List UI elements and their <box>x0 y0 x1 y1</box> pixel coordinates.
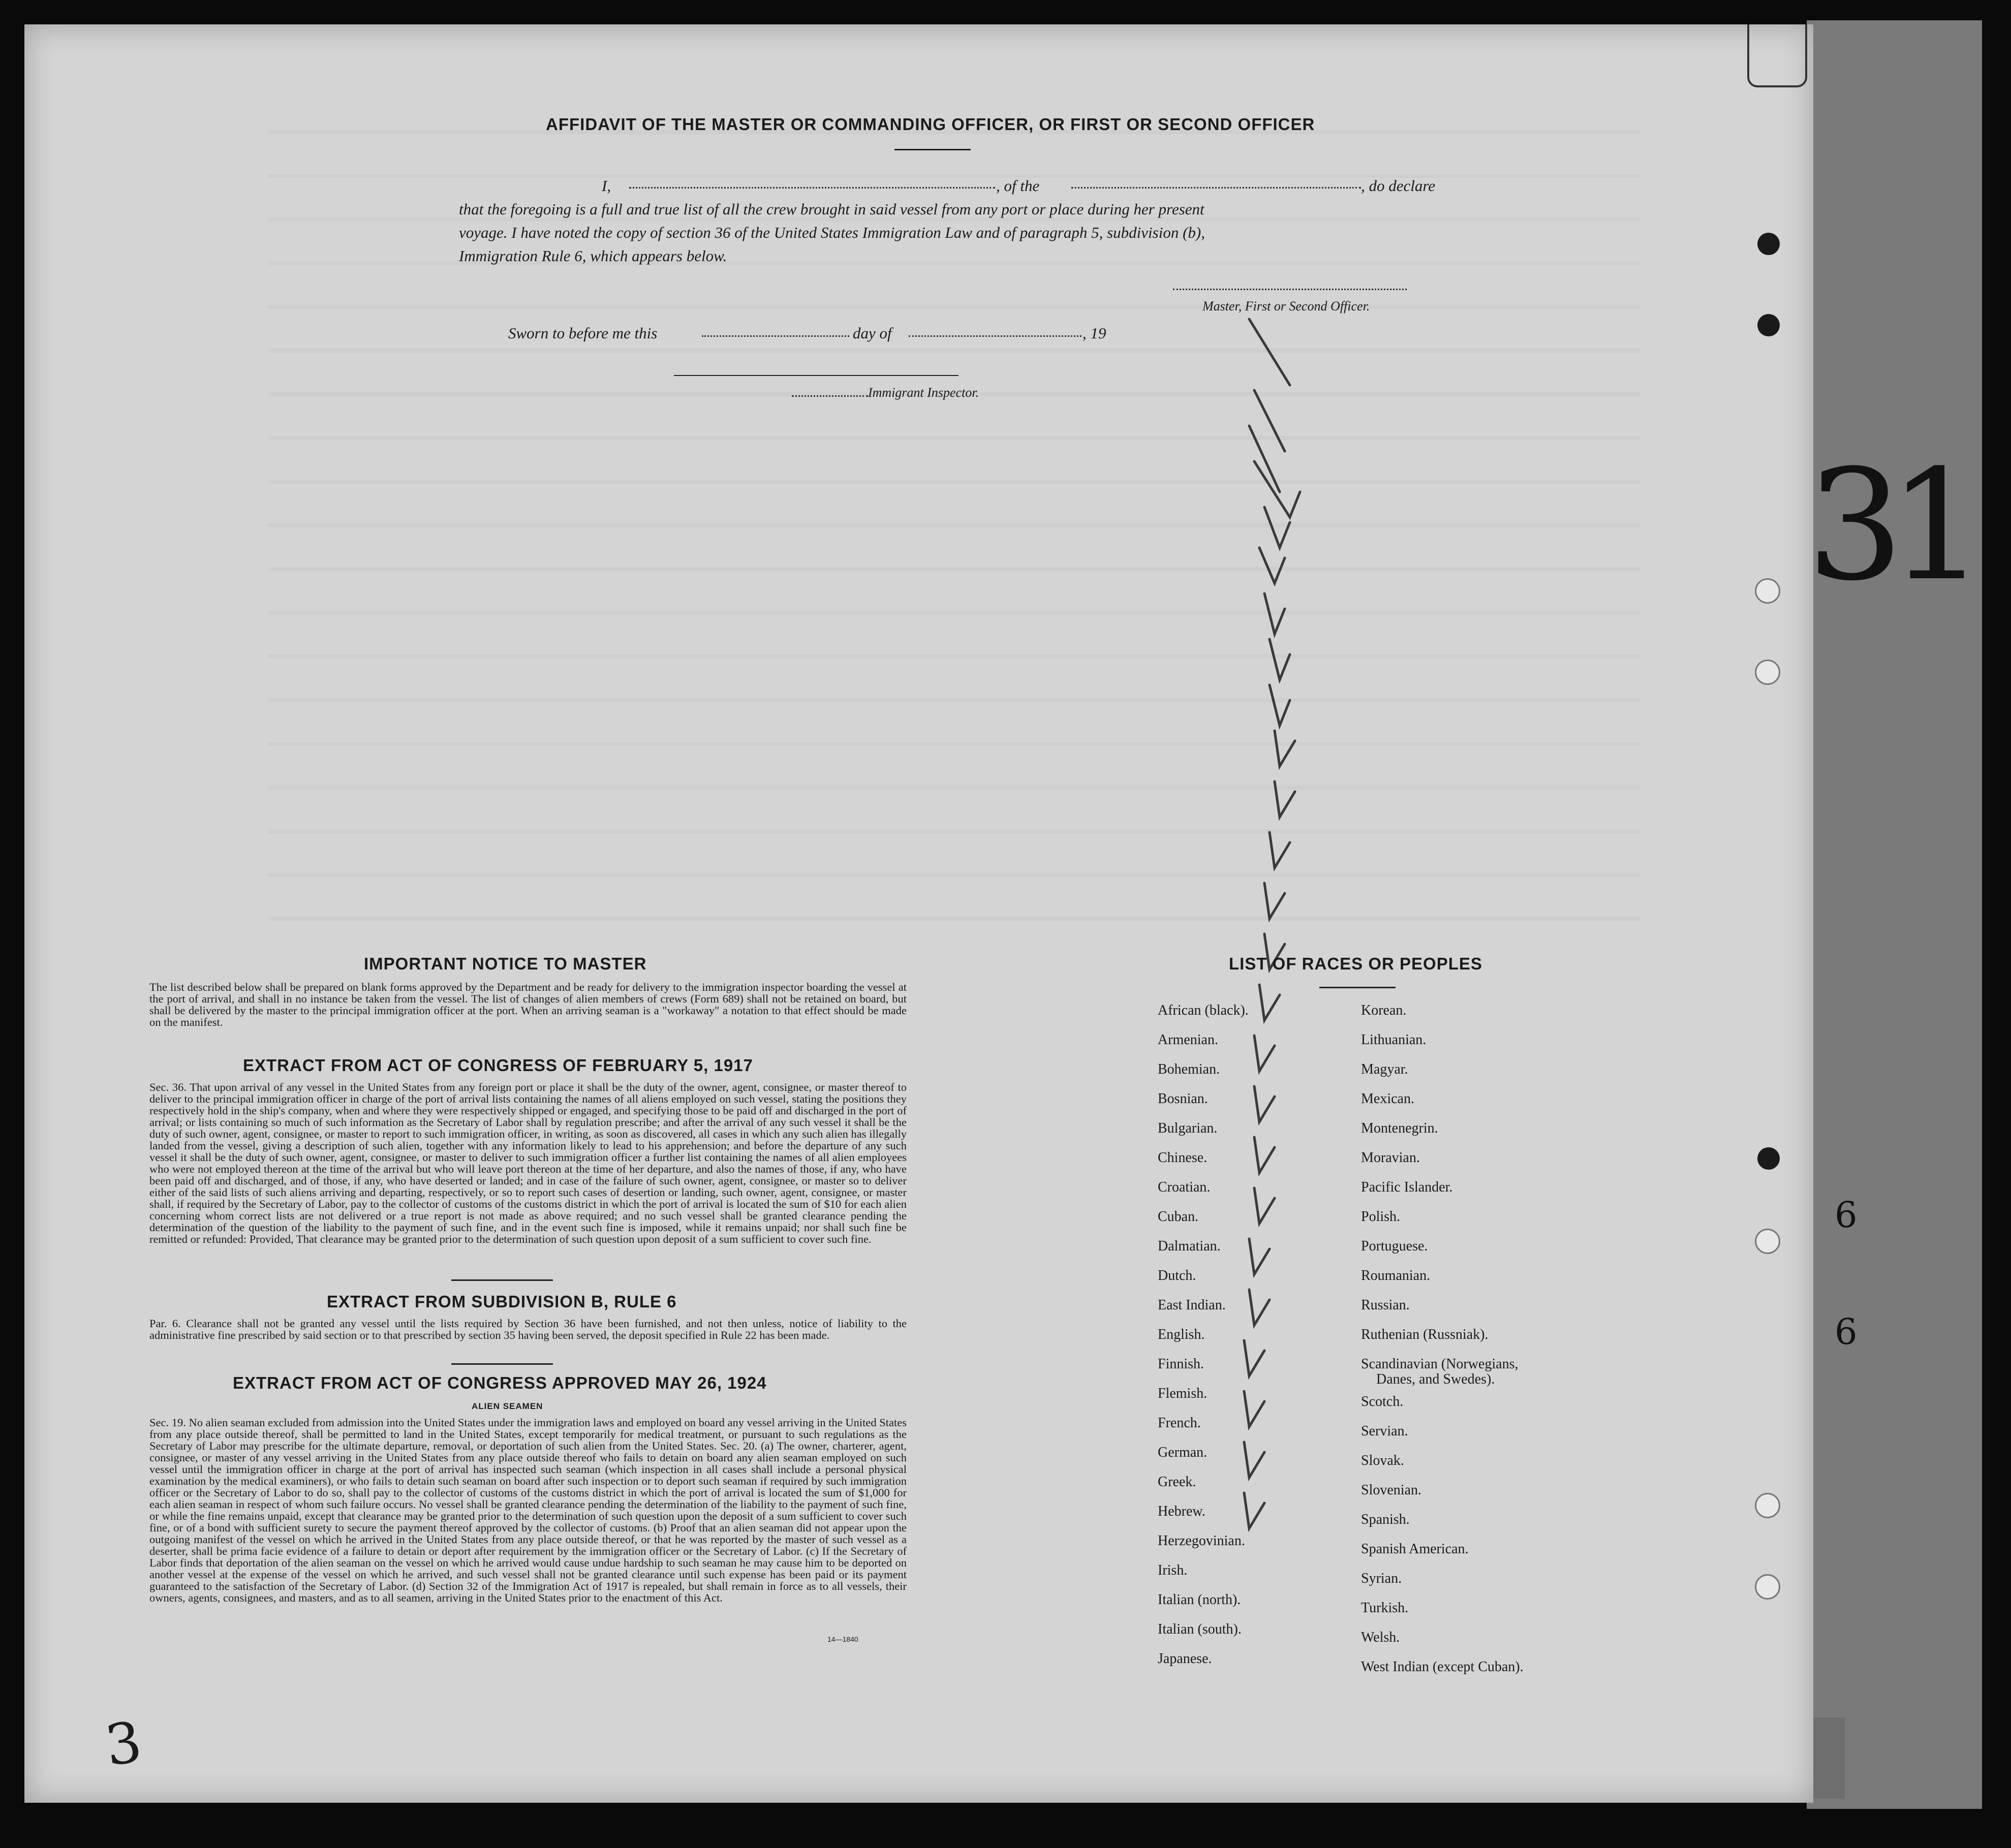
race-item: African (black). <box>1158 1003 1249 1018</box>
race-item: West Indian (except Cuban). <box>1361 1659 1524 1675</box>
day-of-label: day of <box>853 324 892 342</box>
handwritten-page-number: 3 <box>101 1709 146 1779</box>
binder-hole <box>1755 1574 1780 1600</box>
race-item: Welsh. <box>1361 1630 1400 1645</box>
notice-title: IMPORTANT NOTICE TO MASTER <box>364 954 647 973</box>
race-item: Flemish. <box>1158 1386 1208 1401</box>
race-item: Polish. <box>1361 1209 1401 1225</box>
race-item: Montenegrin. <box>1361 1120 1438 1136</box>
race-item: Italian (south). <box>1158 1621 1242 1637</box>
sworn-day-blank <box>702 335 849 337</box>
binder-hole <box>1757 233 1780 255</box>
race-item: Scandinavian (Norwegians, <box>1361 1356 1519 1372</box>
race-item: Dutch. <box>1158 1268 1196 1283</box>
race-item: Armenian. <box>1158 1032 1218 1048</box>
race-item: Magyar. <box>1361 1061 1408 1077</box>
race-item: Mexican. <box>1361 1091 1414 1107</box>
name-blank <box>629 187 995 189</box>
handwritten-big-number: 31 <box>1807 437 1970 614</box>
inspector-label: Immigrant Inspector. <box>868 385 979 400</box>
race-item: Servian. <box>1361 1423 1408 1439</box>
sworn-label: Sworn to before me this <box>508 324 658 342</box>
races-left-column <box>1158 1003 1249 1680</box>
race-item: Slovenian. <box>1361 1482 1421 1498</box>
race-item: Italian (north). <box>1158 1592 1241 1608</box>
handwritten-margin-mark-b: 6 <box>1835 1311 1858 1353</box>
extract-1924-body: Sec. 19. No alien seaman excluded from admission into the United States under the immigration laws and employed on board any vessel arriving in the United States from any place outside thereof, shall be permitted to land in the United States, except temporarily for medical treatment, or pursuant to such regulations as the Secretary of Labor may prescribe for the ultimate departure, removal, or deportation of such alien from the United States. Sec. 20. (a) The owner, charterer, agent, consignee, or master of any vessel arriving in the United States from any place outside thereof who fails to detain on board any alien seaman employed on such vessel until the immigration officer in charge at the port of arrival has inspected such seaman (which inspection in all cases shall include a personal physical examination by the medical examiners), or who fails to detain such seaman on board after such inspection or to deport such seaman if required by such immigration officer or the Secretary of Labor to do so, shall pay to the collector of customs of the customs district in which the port of arrival is located the sum of $1,000 for each alien seaman in respect of whom such failure occurs. No vessel shall be granted clearance pending the determination of the liability to the payment of such fine, or while the fine remains unpaid, except that clearance may be granted prior to the determination of such question upon the deposit of a sum sufficient to cover such fine, or of a bond with sufficient surety to secure the payment thereof approved by the collector of customs. (b) Proof that an alien seaman did not appear upon the outgoing manifest of the vessel on which he arrived in the United States from any place outside thereof, or that he was reported by the master of such vessel as a deserter, shall be prima facie evidence of a failure to detain or deport after requirement by the immigration officer or the Secretary of Labor. (c) If the Secretary of Labor finds that deportation of the alien seaman on the vessel on which he arrived would cause undue hardship to such seaman he may cause him to be deported on another vessel at the expense of the vessel on which he arrived, and such vessel shall not be granted clearance until such expense has been paid or its payment guaranteed to the satisfaction of the Secretary of Labor. (d) Section 32 of the Immigration Act of 1917 is repealed, but shall remain in force as to all vessels, their owners, agents, consignees, and masters, and as to all seamen, arriving in the United States prior to the enactment of this Act. <box>149 1416 907 1604</box>
section-divider-1 <box>451 1279 553 1281</box>
races-title-rule <box>1319 987 1396 988</box>
binder-hole <box>1757 314 1780 336</box>
form-number: 14—1840 <box>827 1635 858 1643</box>
race-item: Finnish. <box>1158 1356 1204 1372</box>
race-item: Hebrew. <box>1158 1504 1205 1519</box>
rule6-body: Par. 6. Clearance shall not be granted any vessel until the lists required by Section 36 have been furnished, and not then unless, notice of liability to the administrative fine prescribed by said section or to that prescribed by section 35 having been served, the deposit specified in Rule 22 has been made. <box>149 1317 907 1341</box>
declaration-line-3: voyage. I have noted the copy of section 36 of the United States Immigration Law and of paragraph 5, subdivision (b), <box>459 224 1205 241</box>
race-item: Moravian. <box>1361 1150 1420 1166</box>
race-item: Spanish American. <box>1361 1541 1469 1557</box>
race-item: Ruthenian (Russniak). <box>1361 1327 1489 1342</box>
handwritten-margin-mark-a: 6 <box>1835 1194 1858 1236</box>
race-item: Russian. <box>1361 1297 1410 1313</box>
inspector-signature-line <box>674 375 958 376</box>
races-right-column <box>1361 1003 1524 1688</box>
race-item: English. <box>1158 1327 1205 1342</box>
extract-1917-body: Sec. 36. That upon arrival of any vessel in the United States from any foreign port or place it shall be the duty of the owner, agent, consignee, or master thereof to deliver to the principal immigration officer in charge of the port of arrival lists containing the names of all aliens employed on such vessel, stating the positions they respectively hold in the ship's company, when and where they were respectively shipped or engaged, and specifying those to be paid off and discharged in the port of arrival; or lists containing so much of such information as the Secretary of Labor shall by regulation prescribe; and after the arrival of any such vessel it shall be the duty of such owner, agent, consignee, or master to report to such immigration officer, in writing, as soon as discovered, all cases in which any such alien has illegally landed from the vessel, giving a description of such alien, together with any information likely to lead to his apprehension; and before the departure of any such vessel it shall be the duty of such owner, agent, consignee, or master to deliver to such immigration officer a further list containing the names of all alien employees who were not employed thereon at the time of the arrival but who will leave port thereon at the time of her departure, and also the names of those, if any, who have been paid off and discharged, and of those, if any, who have deserted or landed; and in case of the failure of such owner, agent, consignee, or master so to deliver either of the said lists of such aliens arriving and departing, respectively, or so to report such cases of desertion or landing, such owner, agent, consignee, or master shall, if required by the Secretary of Labor, pay to the collector of customs of the customs district in which the port of arrival is located the sum of $10 for each alien concerning whom correct lists are not delivered or a true report is not made as above required; and no such vessel shall be granted clearance pending the determination of the question of the liability to the payment of such fine, and in the event such fine is imposed, while it remains unpaid; nor shall such fine be remitted or refunded: Provided, That clearance may be granted prior to the determination of such question upon deposit of a sum sufficient to cover such fine. <box>149 1081 907 1245</box>
race-item: Portuguese. <box>1361 1238 1428 1254</box>
race-item: Dalmatian. <box>1158 1238 1221 1254</box>
declaration-of-the: , of the <box>996 177 1040 195</box>
section-divider-2 <box>451 1363 553 1365</box>
binder-hole <box>1755 660 1780 685</box>
binder-hole <box>1755 1229 1780 1254</box>
race-item: Spanish. <box>1361 1512 1410 1527</box>
race-item: Herzegovinian. <box>1158 1533 1245 1549</box>
manifest-page <box>24 24 1813 1803</box>
race-item: Pacific Islander. <box>1361 1179 1453 1195</box>
race-item: Japanese. <box>1158 1651 1212 1667</box>
race-item: Greek. <box>1158 1474 1196 1490</box>
declaration-line-4: Immigration Rule 6, which appears below. <box>459 247 727 265</box>
year-label: , 19 <box>1082 324 1106 342</box>
race-item: East Indian. <box>1158 1297 1226 1313</box>
race-item: German. <box>1158 1445 1208 1460</box>
race-item: Korean. <box>1361 1003 1407 1018</box>
alien-seamen-subtitle: ALIEN SEAMEN <box>472 1401 543 1411</box>
bleed-through-text <box>268 90 1641 954</box>
binder-hole <box>1757 1147 1780 1170</box>
binder-hole <box>1755 578 1780 604</box>
race-item: Roumanian. <box>1361 1268 1431 1283</box>
races-title: LIST OF RACES OR PEOPLES <box>1229 954 1482 973</box>
race-item: Turkish. <box>1361 1600 1409 1616</box>
extract-1917-title: EXTRACT FROM ACT OF CONGRESS OF FEBRUARY 5, 1917 <box>243 1056 753 1075</box>
backing-sheet <box>1807 20 1982 1809</box>
master-signature-label: Master, First or Second Officer. <box>1202 299 1370 314</box>
binder-hole <box>1755 1493 1780 1518</box>
race-item: French. <box>1158 1415 1201 1431</box>
extract-1924-title: EXTRACT FROM ACT OF CONGRESS APPROVED MAY 26, 1924 <box>233 1373 767 1392</box>
race-item: Syrian. <box>1361 1571 1402 1586</box>
master-signature-line <box>1173 289 1407 290</box>
rule6-title: EXTRACT FROM SUBDIVISION B, RULE 6 <box>327 1292 677 1311</box>
declaration-i: I, <box>602 177 611 195</box>
race-item: Bosnian. <box>1158 1091 1208 1107</box>
race-item: Danes, and Swedes). <box>1376 1371 1495 1387</box>
race-item: Slovak. <box>1361 1453 1404 1468</box>
affidavit-title: AFFIDAVIT OF THE MASTER OR COMMANDING OFFICER, OR FIRST OR SECOND OFFICER <box>546 115 1315 134</box>
inspector-dots <box>792 395 868 397</box>
race-item: Bohemian. <box>1158 1061 1220 1077</box>
affidavit-title-rule <box>894 149 971 150</box>
race-item: Scotch. <box>1361 1394 1404 1410</box>
race-item: Irish. <box>1158 1562 1188 1578</box>
declaration-do-declare: , do declare <box>1361 177 1436 195</box>
race-item: Cuban. <box>1158 1209 1199 1225</box>
page-tab <box>1747 24 1807 87</box>
race-item: Chinese. <box>1158 1150 1208 1166</box>
race-item: Lithuanian. <box>1361 1032 1427 1048</box>
declaration-line-2: that the foregoing is a full and true list of all the crew brought in said vessel from any port or place during her present <box>459 200 1204 218</box>
sworn-month-blank <box>909 335 1081 337</box>
vessel-blank <box>1071 187 1361 189</box>
race-item: Croatian. <box>1158 1179 1211 1195</box>
notice-body: The list described below shall be prepared on blank forms approved by the Department and be ready for delivery to the immigration inspector boarding the vessel at the port of arrival, and shall in no instance be taken from the vessel. The list of changes of alien members of crews (Form 689) shall not be retained on board, but shall be delivered by the master to the principal immigration officer at the port. When an arriving seaman is a "workaway" a notation to that effect should be made on the manifest. <box>149 981 907 1028</box>
race-item: Bulgarian. <box>1158 1120 1218 1136</box>
